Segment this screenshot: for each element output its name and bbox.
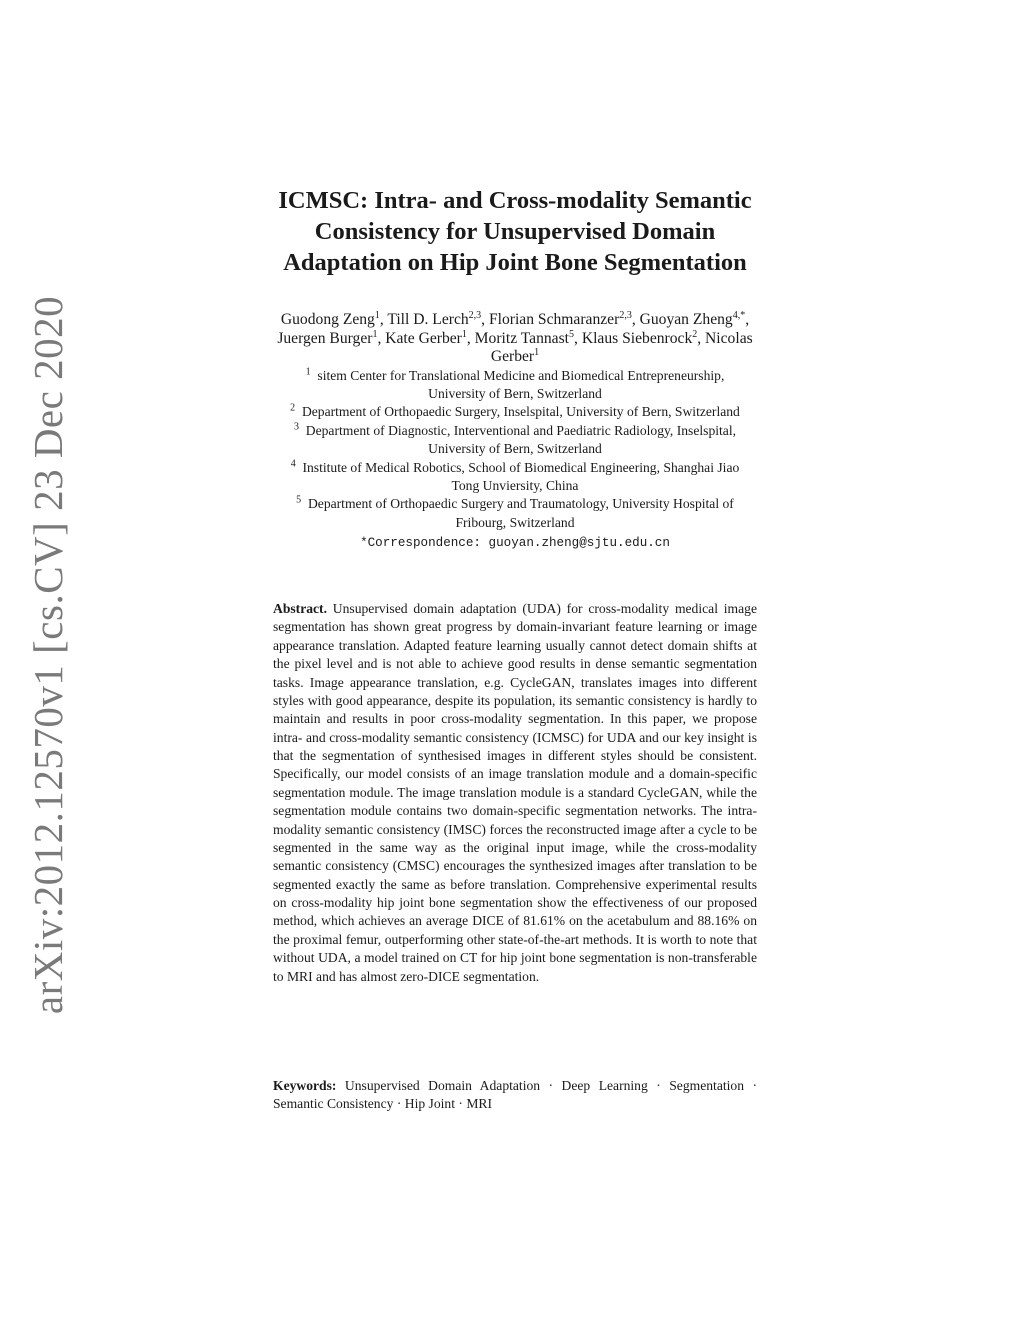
title-line: ICMSC: Intra- and Cross-modality Semantic xyxy=(278,187,752,214)
affiliation-text: Department of Orthopaedic Surgery and Traumatology, University Hospital of xyxy=(307,496,734,512)
arxiv-identifier-stamp: arXiv:2012.12570v1 [cs.CV] 23 Dec 2020 xyxy=(25,295,71,1015)
affiliation-item xyxy=(225,403,805,421)
author-name: Gerber xyxy=(490,348,535,365)
author-name: Guodong Zeng xyxy=(280,311,375,328)
author-name: Nicolas xyxy=(705,329,753,347)
title-line: Consistency for Unsupervised Domain xyxy=(314,218,716,245)
abstract-label: Abstract. xyxy=(273,601,327,616)
affiliation-text: sitem Center for Translational Medicine and Biomedical Entrepreneurship, xyxy=(317,367,725,383)
affiliation-text: Department of Orthopaedic Surgery, Inselspital, University of Bern, Switzerland xyxy=(301,404,740,420)
affiliation-text: Tong Unviersity, China xyxy=(451,477,579,493)
author-affiliation-mark: 2,3 xyxy=(468,309,482,321)
affiliation-text: Department of Diagnostic, Interventional and Paediatric Radiology, Inselspital, xyxy=(305,422,737,438)
paper-first-page xyxy=(225,0,805,1112)
author-name: Florian Schmaranzer xyxy=(488,311,620,328)
keywords-label: Keywords: xyxy=(273,1078,337,1093)
author-affiliation-mark: 1 xyxy=(534,346,540,358)
author-name: Guoyan Zheng xyxy=(639,311,733,328)
keywords-text: Unsupervised Domain Adaptation · Deep Learning · Segmentation · Semantic Consistency · Hip Joint · MRI xyxy=(273,1078,757,1112)
paper-title xyxy=(225,185,805,278)
keywords xyxy=(273,1077,757,1114)
author-affiliation-mark: 1 xyxy=(374,309,380,321)
author-affiliation-mark: 1 xyxy=(461,328,467,340)
affiliation-number: 5 xyxy=(296,494,302,506)
affiliation-text: University of Bern, Switzerland xyxy=(428,441,602,457)
author-name: Moritz Tannast xyxy=(474,329,570,347)
affiliation-number: 1 xyxy=(305,365,311,377)
affiliation-item xyxy=(225,367,805,404)
author-affiliation-mark: 2 xyxy=(692,328,698,340)
author-list: Guodong Zeng$^1$, Till D. Lerch$^{2,3}$, Florian Schmaranzer$^{2,3}$, Guoyan Zheng$^{4,*}$, Juergen Burger$^1$, Kate Gerber$^1$, Moritz Tannast$^5$, Klaus Siebenrock$^2$, Nicolas Gerber$^1$ xyxy=(277,309,753,365)
title-line: Adaptation on Hip Joint Bone Segmentation xyxy=(283,249,747,276)
affiliation-number: 2 xyxy=(290,402,296,414)
author-name: Klaus Siebenrock xyxy=(581,329,693,347)
affiliation-number: 3 xyxy=(293,421,299,433)
affiliation-text: Institute of Medical Robotics, School of Biomedical Engineering, Shanghai Jiao xyxy=(302,459,740,475)
correspondence-email: *Correspondence: guoyan.zheng@sjtu.edu.cn xyxy=(360,536,670,551)
author-name: Kate Gerber xyxy=(385,329,462,347)
affiliation-text: University of Bern, Switzerland xyxy=(428,385,602,401)
author-affiliation-mark: 5 xyxy=(569,328,575,340)
affiliation-item xyxy=(225,422,805,459)
author-affiliation-mark: 4,* xyxy=(732,309,746,321)
affiliation-text: Fribourg, Switzerland xyxy=(455,514,575,530)
abstract-text: Unsupervised domain adaptation (UDA) for cross-modality medical image segmentation has shown great progress by domain-invariant feature learning or image appearance translation. Adapted feature learning usually cannot detect domain shifts at the pixel level and is not able to achieve good results in dense semantic segmentation tasks. Image appearance translation, e.g. CycleGAN, translates images into different styles with good appearance, despite its population, its semantic consistency is hardly to maintain and results in poor cross-modality segmentation. In this paper, we propose intra- and cross-modality semantic consistency (ICMSC) for UDA and our key insight is that the segmentation of synthesised images in different styles should be consistent. Specifically, our model consists of an image translation module and a domain-specific segmentation module. The image translation module is a standard CycleGAN, while the segmentation module contains two domain-specific segmentation networks. The intra-modality semantic consistency (IMSC) forces the reconstructed image after a cycle to be segmented in the same way as the original input image, while the cross-modality semantic consistency (CMSC) encourages the synthesized images after translation to be segmented exactly the same as before translation. Comprehensive experimental results on cross-modality hip joint bone segmentation show the effectiveness of our proposed method, which achieves an average DICE of 81.61% on the acetabulum and 88.16% on the proximal femur, outperforming other state-of-the-art methods. It is worth to note that without UDA, a model trained on CT for hip joint bone segmentation is non-transferable to MRI and has almost zero-DICE segmentation. xyxy=(273,601,757,984)
affiliation-number: 4 xyxy=(290,458,296,469)
author-affiliation-mark: 2,3 xyxy=(619,309,632,321)
affiliation-list xyxy=(225,367,805,533)
author-affiliation-mark: 1 xyxy=(372,328,378,340)
author-name: Till D. Lerch xyxy=(387,311,469,328)
abstract xyxy=(273,600,757,986)
author-name: Juergen Burger xyxy=(277,329,373,347)
affiliation-item xyxy=(225,459,805,496)
affiliation-item xyxy=(225,495,805,532)
